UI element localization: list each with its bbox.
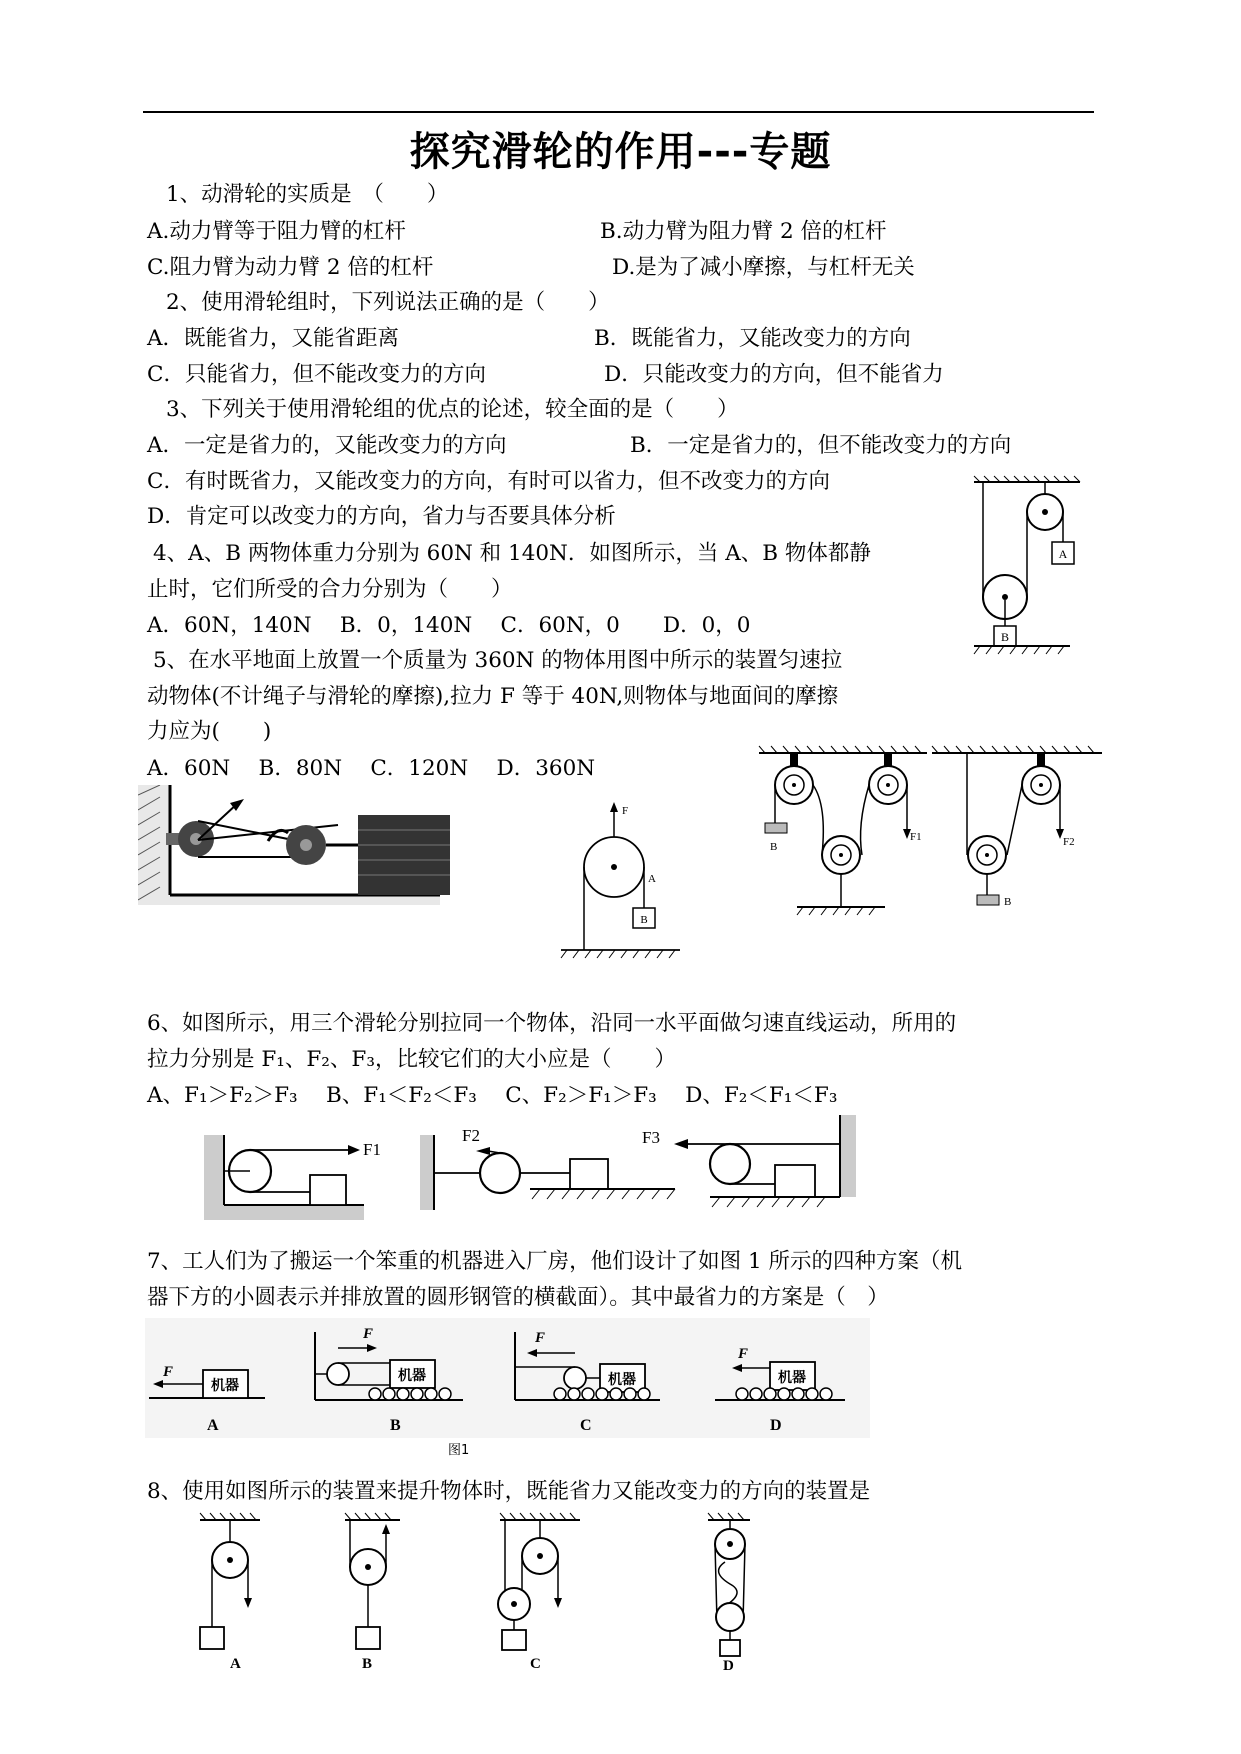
q5-stem-line2: 动物体(不计绳子与滑轮的摩擦),拉力 F 等于 40N,则物体与地面间的摩擦 <box>147 684 839 709</box>
q4-options: A．60N，140N B．0，140N C．60N，0 D．0，0 <box>147 613 751 638</box>
q7-machine-figure <box>145 1318 870 1458</box>
q1-option-d: D.是为了减小摩擦，与杠杆无关 <box>612 255 915 280</box>
q8-label-b: B <box>362 1656 373 1672</box>
q7-label-c: C <box>580 1417 592 1434</box>
q4-fig-label-a: A <box>1058 547 1068 561</box>
q8-label-c: C <box>530 1656 541 1672</box>
mid-fig-a-label: A <box>648 873 656 885</box>
q7-machine-d: 机器 <box>778 1370 806 1386</box>
mid-fig-f1-label: F1 <box>910 831 922 843</box>
q6-stem-line2: 拉力分别是 F₁、F₂、F₃，比较它们的大小应是（ ） <box>147 1047 676 1072</box>
q1-option-c: C.阻力臂为动力臂 2 倍的杠杆 <box>147 255 434 280</box>
q3-option-c: C．有时既省力，又能改变力的方向，有时可以省力，但不改变力的方向 <box>147 469 830 494</box>
q4-stem-line2: 止时，它们所受的合力分别为（ ） <box>147 577 513 602</box>
mid-fig-b-left: B <box>770 841 778 853</box>
q7-machine-b: 机器 <box>398 1368 426 1384</box>
q5-pulley-systems-figure <box>757 745 1132 925</box>
q7-label-b: B <box>390 1417 401 1434</box>
q2-option-a: A．既能省力，又能省距离 <box>147 326 400 351</box>
q7-label-a: A <box>207 1417 219 1434</box>
q1-stem: 1、动滑轮的实质是 （ ） <box>166 182 449 207</box>
page-title: 探究滑轮的作用---专题 <box>409 129 832 175</box>
q7-machine-a: 机器 <box>211 1378 239 1394</box>
q6-three-pulleys-figure <box>200 1115 880 1225</box>
q8-label-a: A <box>230 1656 241 1672</box>
q6-stem-line1: 6、如图所示，用三个滑轮分别拉同一个物体，沿同一水平面做匀速直线运动，所用的 <box>147 1011 957 1036</box>
q4-fig-label-b: B <box>1000 630 1010 644</box>
q8-pulley-devices-figure <box>190 1512 780 1672</box>
q2-option-b: B．既能省力，又能改变力的方向 <box>594 326 911 351</box>
q1-option-a: A.动力臂等于阻力臂的杠杆 <box>147 219 406 244</box>
q6-options: A、F₁＞F₂＞F₃ B、F₁＜F₂＜F₃ C、F₂＞F₁＞F₃ D、F₂＜F₁＜F₃ <box>147 1083 838 1108</box>
mid-fig-b-right: B <box>1004 896 1012 908</box>
q3-option-b: B．一定是省力的，但不能改变力的方向 <box>630 433 1012 458</box>
header-rule <box>143 111 1094 113</box>
q1-option-b: B.动力臂为阻力臂 2 倍的杠杆 <box>600 219 887 244</box>
q6-fig-f2: F2 <box>462 1126 480 1145</box>
mid-fig-f2-label: F2 <box>1063 836 1075 848</box>
q7-caption: 图1 <box>448 1443 470 1458</box>
mid-fig-f-label: F <box>622 805 629 817</box>
q5-single-pulley-figure <box>555 800 685 960</box>
q5-stem-line1: 5、在水平地面上放置一个质量为 360N 的物体用图中所示的装置匀速拉 <box>153 648 843 673</box>
q3-option-d: D．肯定可以改变力的方向，省力与否要具体分析 <box>147 504 616 529</box>
q4-stem-line1: 4、A、B 两物体重力分别为 60N 和 140N．如图所示，当 A、B 物体都静 <box>153 541 871 566</box>
q7-label-d: D <box>770 1417 782 1434</box>
q7-machine-c: 机器 <box>608 1372 636 1388</box>
q8-label-d: D <box>723 1658 734 1672</box>
q5-wall-pulley-figure <box>138 785 458 910</box>
q7-stem-line2: 器下方的小圆表示并排放置的圆形钢管的横截面）。其中最省力的方案是（ ） <box>147 1285 889 1310</box>
q3-stem: 3、下列关于使用滑轮组的优点的论述，较全面的是（ ） <box>166 397 739 422</box>
q2-option-d: D．只能改变力的方向，但不能省力 <box>604 362 944 387</box>
q5-options: A．60N B．80N C．120N D．360N <box>147 756 596 781</box>
q4-pulley-figure <box>970 474 1085 679</box>
q8-stem: 8、使用如图所示的装置来提升物体时，既能省力又能改变力的方向的装置是 <box>147 1479 871 1504</box>
q7-force-d: F <box>738 1346 749 1362</box>
q7-force-b: F <box>363 1326 374 1342</box>
q7-force-a: F <box>163 1364 174 1380</box>
q3-option-a: A．一定是省力的，又能改变力的方向 <box>147 433 507 458</box>
q5-stem-line3: 力应为( ) <box>147 719 272 744</box>
q7-force-c: F <box>535 1330 546 1346</box>
q2-option-c: C．只能省力，但不能改变力的方向 <box>147 362 486 387</box>
q7-stem-line1: 7、工人们为了搬运一个笨重的机器进入厂房，他们设计了如图 1 所示的四种方案（机 <box>147 1249 963 1274</box>
mid-fig-b-label: B <box>640 914 648 926</box>
q6-fig-f1: F1 <box>363 1140 381 1159</box>
q2-stem: 2、使用滑轮组时，下列说法正确的是（ ） <box>166 290 610 315</box>
q6-fig-f3: F3 <box>642 1128 660 1147</box>
